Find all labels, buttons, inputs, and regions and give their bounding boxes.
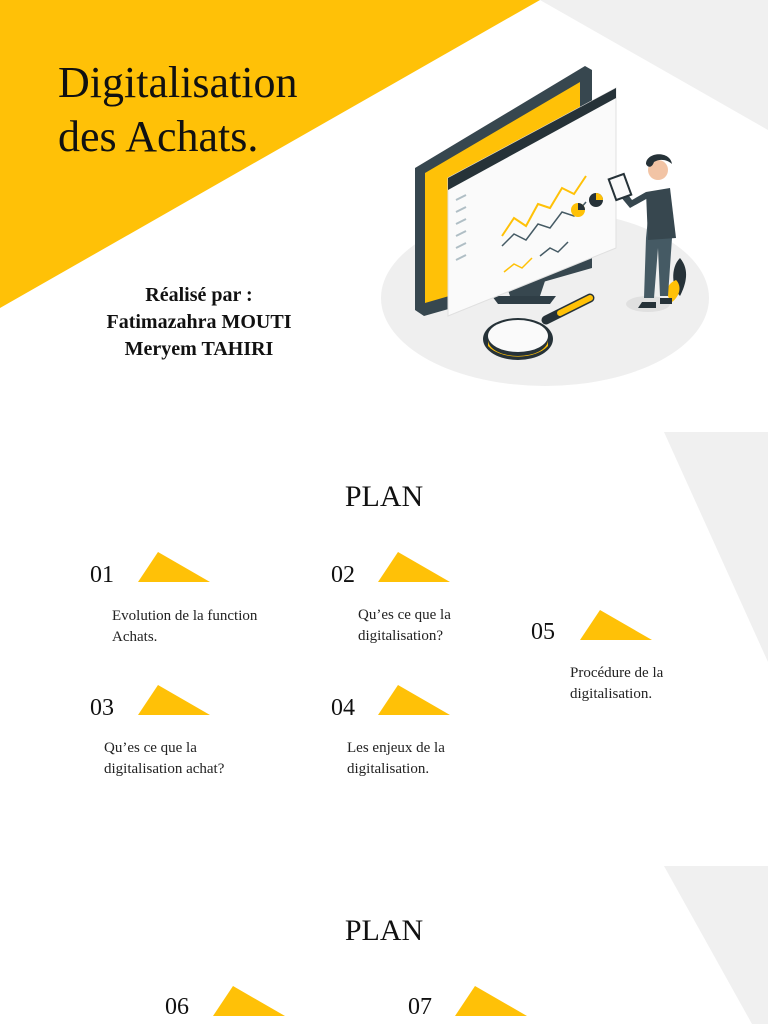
item-description [112,606,257,648]
authors-label: Réalisé par : [145,284,253,306]
item-number: 03 [90,695,114,721]
description-line: Achats. [112,629,158,645]
description-line: Les enjeux de la [347,740,445,756]
description-line: digitalisation. [570,686,653,702]
title-line-1: Digitalisation [58,58,298,107]
description-line: digitalisation achat? [104,761,225,777]
yellow-triangle-icon [213,986,285,1016]
yellow-triangle-icon [138,685,210,715]
person-analyzing-dashboard-illustration [380,58,710,388]
item-number: 06 [165,994,189,1020]
item-number: 07 [408,994,432,1020]
yellow-triangle-icon [378,685,450,715]
description-line: Procédure de la [570,665,664,681]
yellow-triangle-icon [138,552,210,582]
item-description [358,605,451,647]
plan-title: PLAN [344,480,424,513]
description-line: digitalisation? [358,628,443,644]
item-description [347,738,445,780]
item-description [104,738,224,780]
author-name: Fatimazahra MOUTI [106,311,292,333]
description-line: Evolution de la function [112,608,258,624]
item-number: 02 [331,562,355,588]
plan-slide [0,432,768,852]
description-line: digitalisation. [347,761,430,777]
description-line: Qu’es ce que la [358,607,451,623]
gray-corner-shape [664,432,768,662]
item-number: 04 [331,695,355,721]
cover-slide [0,0,768,410]
description-line: Qu’es ce que la [104,740,197,756]
item-number: 01 [90,562,114,588]
yellow-triangle-icon [378,552,450,582]
author-name: Meryem TAHIRI [124,338,274,360]
yellow-triangle-icon [455,986,527,1016]
plan-slide [0,866,768,1024]
yellow-triangle-icon [580,610,652,640]
presentation-title [58,56,298,164]
title-line-2: des Achats. [58,112,259,161]
authors-block [60,282,338,363]
item-description [570,663,663,705]
item-number: 05 [531,619,555,645]
plan-title: PLAN [344,914,424,947]
